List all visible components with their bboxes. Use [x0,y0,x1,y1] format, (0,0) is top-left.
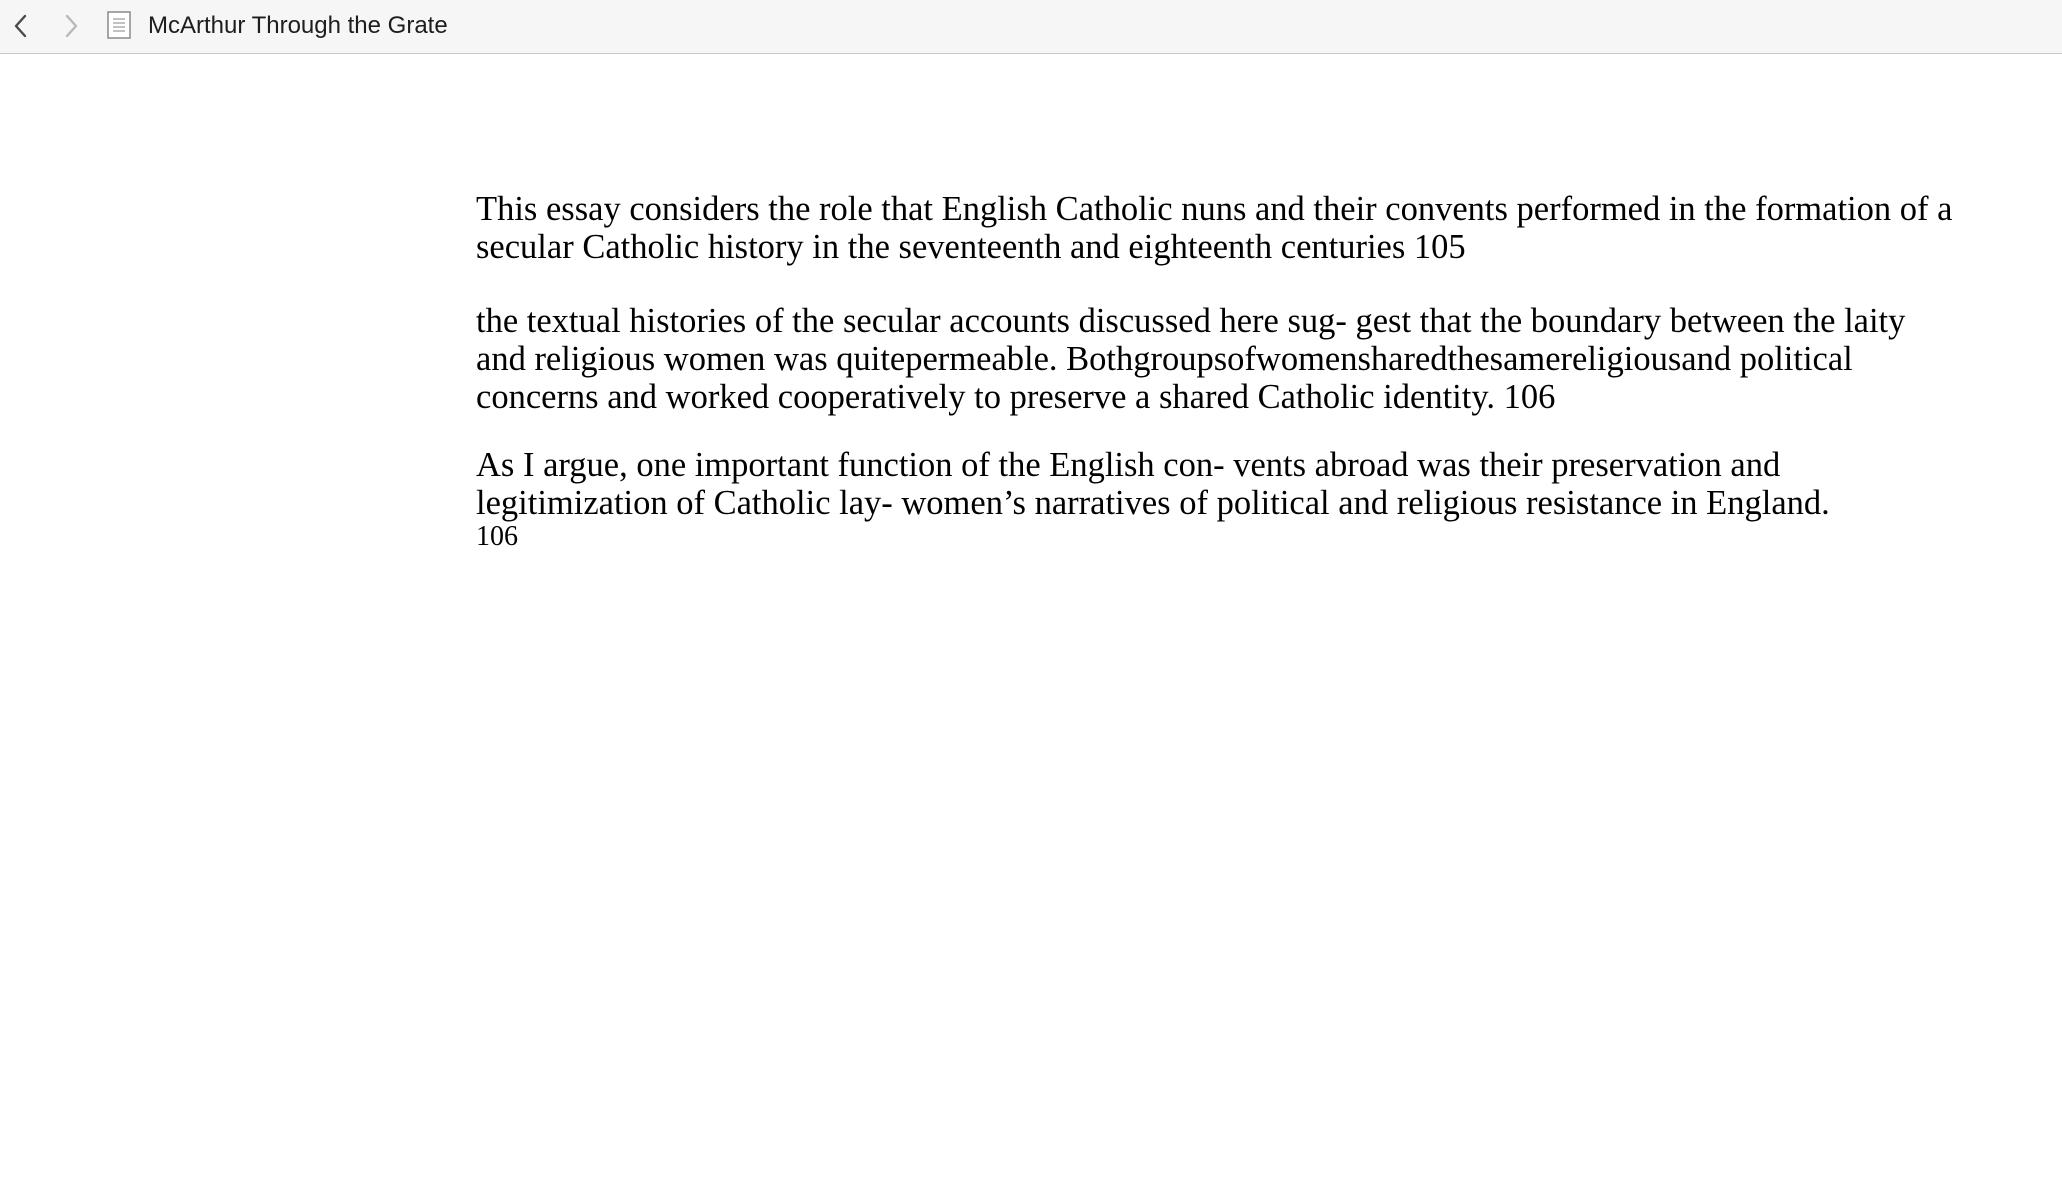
page-number: 106 [476,521,518,552]
window-toolbar [0,0,2062,54]
paragraph [476,446,1956,552]
window-title: McArthur Through the Grate [148,12,448,39]
document-icon [107,11,131,39]
chevron-right-icon [63,12,79,40]
paragraph: This essay considers the role that English Catholic nuns and their convents performed in the formation of a secular Catholic history in the seventeenth and eighteenth centuries 105 [476,190,1953,266]
back-button[interactable] [6,10,36,42]
paragraph: the textual histories of the secular accounts discussed here sug- gest that the boundary between the laity and religious women was quitepermeable. Bothgroupsofwomensharedthesamereligiousand political concerns and worked cooperatively to preserve a shared Catholic identity. 106 [476,302,1906,416]
forward-button[interactable] [56,10,86,42]
chevron-left-icon [13,12,29,40]
document-content [476,190,1956,552]
paragraph-text: As I argue, one important function of the English con- vents abroad was their preservation and legitimization of Catholic lay- women’s narratives of political and religious resistance in England. [476,446,1830,522]
